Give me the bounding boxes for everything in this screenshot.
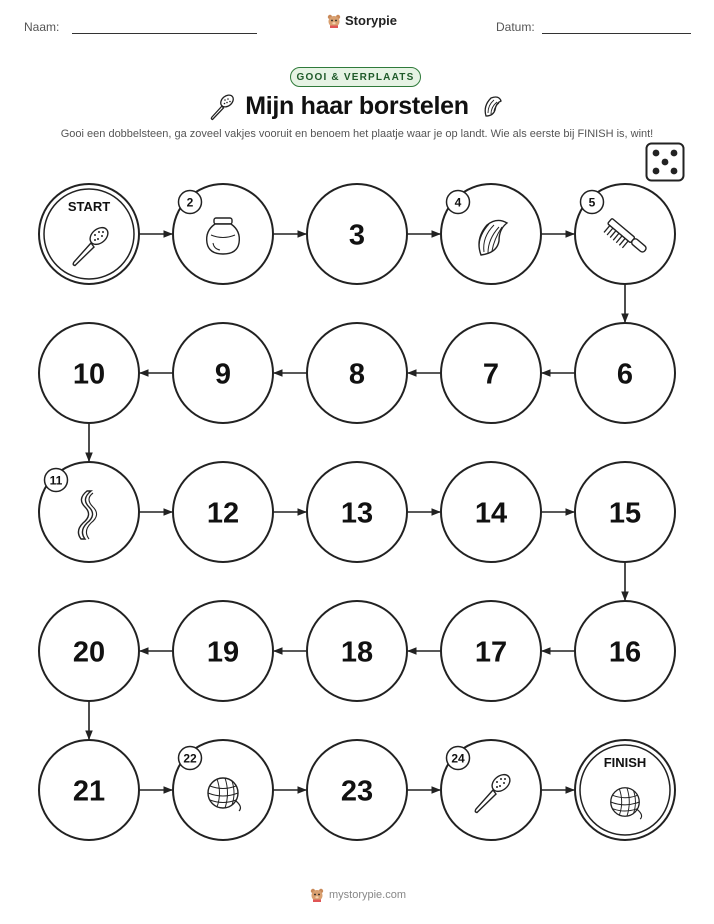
board-space-8 [307, 323, 407, 423]
page-title: Mijn haar borstelen [245, 92, 469, 120]
space-number: 18 [340, 636, 374, 669]
space-number: 3 [348, 219, 366, 252]
space-number: 15 [608, 497, 642, 530]
board-space-3 [307, 184, 407, 284]
board-space-4 [441, 184, 541, 284]
space-number: 16 [608, 636, 642, 669]
finish-label: FINISH [603, 755, 647, 770]
space-number: 7 [482, 358, 500, 391]
finish-space [575, 740, 675, 840]
board-space-17 [441, 601, 541, 701]
board-space-7 [441, 323, 541, 423]
space-number: 2 [186, 195, 194, 210]
space-number: 9 [214, 358, 232, 391]
board-space-19 [173, 601, 273, 701]
board-space-22 [173, 740, 273, 840]
start-space [39, 184, 139, 284]
game-tag: GOOI & VERPLAATS [290, 67, 421, 87]
space-number: 11 [49, 473, 63, 488]
board-space-18 [307, 601, 407, 701]
space-number: 20 [72, 636, 106, 669]
date-label: Datum: [496, 20, 535, 34]
space-number: 19 [206, 636, 240, 669]
space-number: 12 [206, 497, 240, 530]
board-space-20 [39, 601, 139, 701]
board-space-6 [575, 323, 675, 423]
space-number: 14 [474, 497, 508, 530]
brand-name: Storypie [345, 13, 398, 28]
space-number: 6 [616, 358, 634, 391]
instructions: Gooi een dobbelsteen, ga zoveel vakjes vooruit en benoem het plaatje waar je op landt. Wie als eerste bij FINISH is, wint! [60, 128, 654, 140]
board-space-24 [441, 740, 541, 840]
space-number: 17 [474, 636, 508, 669]
start-label: START [67, 199, 111, 214]
footer-url: mystorypie.com [329, 889, 407, 901]
space-number: 23 [340, 775, 374, 808]
board-space-9 [173, 323, 273, 423]
space-number: 8 [348, 358, 366, 391]
board-space-15 [575, 462, 675, 562]
board-space-14 [441, 462, 541, 562]
space-number: 24 [451, 751, 465, 766]
storypie-bear-icon [310, 888, 324, 902]
board-space-13 [307, 462, 407, 562]
space-number: 22 [183, 751, 197, 766]
space-number: 13 [340, 497, 374, 530]
space-number: 4 [454, 195, 462, 210]
space-number: 21 [72, 775, 106, 808]
board-space-2 [173, 184, 273, 284]
board-space-12 [173, 462, 273, 562]
board-space-16 [575, 601, 675, 701]
board-space-5 [575, 184, 675, 284]
space-number: 5 [588, 195, 596, 210]
footer [310, 888, 406, 902]
board-space-11 [39, 462, 139, 562]
board-space-10 [39, 323, 139, 423]
board-space-23 [307, 740, 407, 840]
board-space-21 [39, 740, 139, 840]
space-number: 10 [72, 358, 106, 391]
name-label: Naam: [24, 20, 60, 34]
